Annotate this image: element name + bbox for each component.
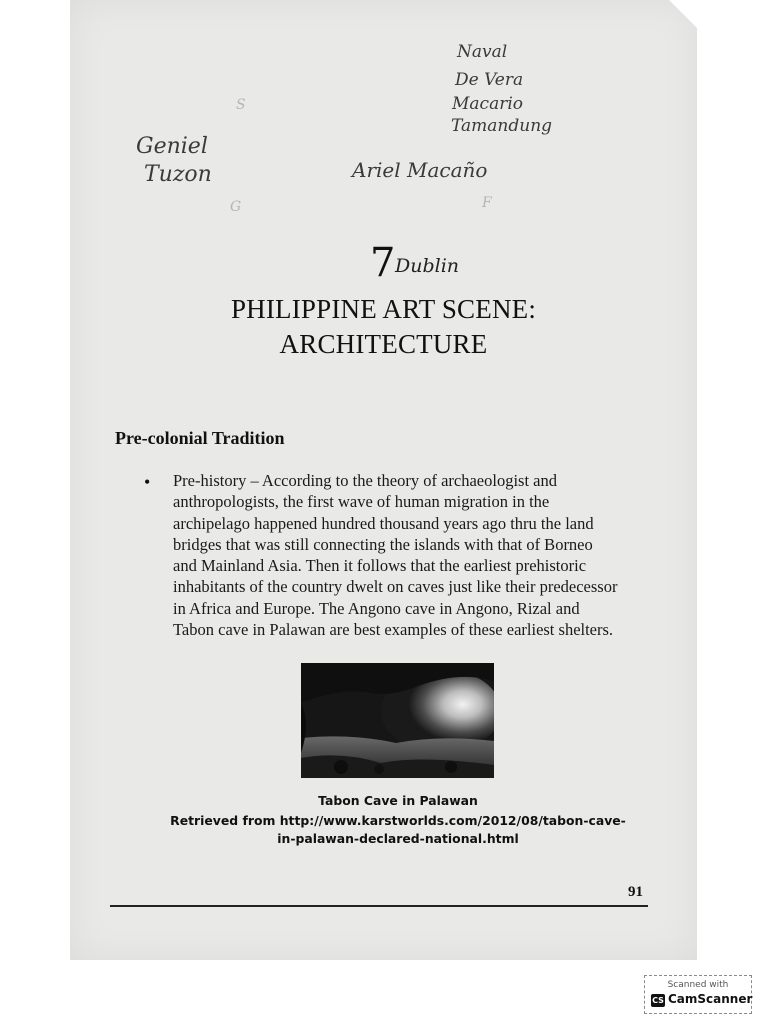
body-line: and Mainland Asia. Then it follows that the earliest prehistoric (173, 556, 587, 576)
chapter-title (70, 292, 697, 362)
figure-caption-title: Tabon Cave in Palawan (318, 793, 478, 808)
camscanner-logo-icon: CS (652, 996, 664, 1005)
body-paragraph (173, 470, 649, 640)
handwritten-name: Ariel Macaño (352, 158, 488, 182)
body-line: anthropologists, the first wave of human migration in the (173, 492, 550, 512)
handwritten-name: Geniel (136, 134, 208, 159)
handwritten-name: De Vera (455, 70, 524, 90)
faint-mark: F (482, 195, 492, 211)
scanner-watermark (644, 975, 752, 1014)
body-line: Pre-history – According to the theory of archaeologist and (173, 471, 557, 490)
tabon-cave-photo (301, 663, 494, 778)
body-line: Tabon cave in Palawan are best examples of these earliest shelters. (173, 620, 614, 640)
handwritten-name: Macario (452, 94, 523, 114)
chapter-number: 7 (370, 240, 396, 286)
figure-caption-source: in-palawan-declared-national.html (277, 831, 519, 846)
handwritten-name: Tamandung (451, 116, 553, 136)
bullet-marker: • (144, 472, 151, 492)
page-number: 91 (628, 884, 643, 900)
footer-rule (110, 905, 648, 907)
body-line: in Africa and Europe. The Angono cave in Angono, Rizal and (173, 598, 580, 618)
body-line: inhabitants of the country dwelt on caves just like their predecessor (173, 577, 618, 597)
body-line: bridges that was still connecting the islands with that of Borneo (173, 534, 593, 554)
watermark-caption: Scanned with (667, 980, 729, 990)
watermark-name: CamScanner (668, 992, 753, 1006)
faint-mark: S (236, 97, 246, 113)
chapter-handwritten-note: Dublin (395, 255, 460, 277)
page-corner-fold (669, 0, 697, 28)
chapter-title-line-1: PHILIPPINE ART SCENE: (230, 294, 537, 324)
figure-caption-source: Retrieved from http://www.karstworlds.com/2012/08/tabon-cave- (170, 813, 626, 828)
handwritten-name: Tuzon (144, 162, 212, 187)
faint-mark: G (230, 199, 242, 215)
scanned-page (70, 0, 697, 960)
chapter-title-line-2: ARCHITECTURE (279, 329, 488, 359)
body-line: archipelago happened hundred thousand years ago thru the land (173, 513, 594, 533)
handwritten-name: Naval (457, 42, 508, 62)
section-heading: Pre-colonial Tradition (115, 428, 285, 448)
